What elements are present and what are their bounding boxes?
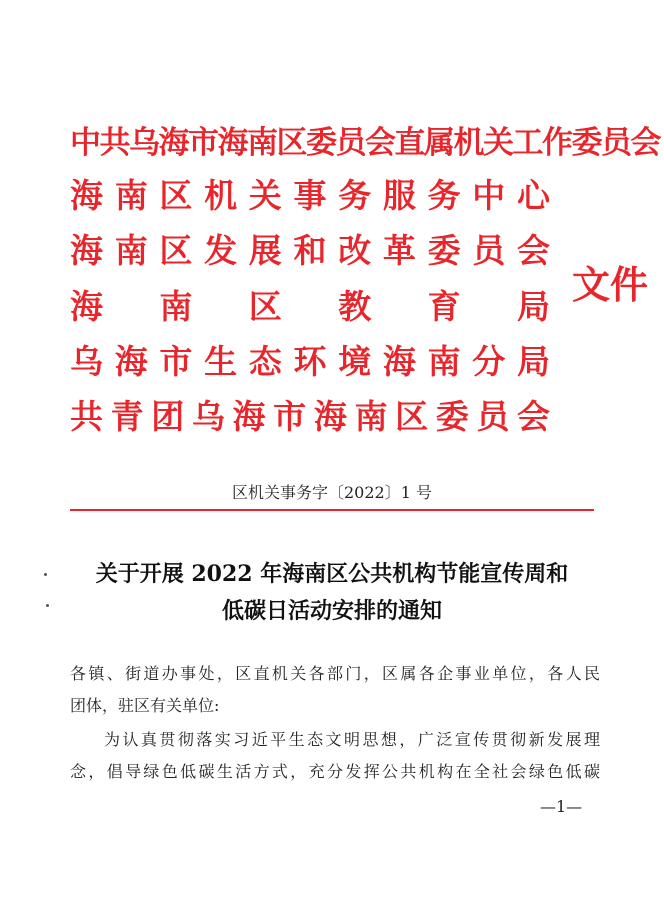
page-number: —1— bbox=[540, 797, 583, 816]
issuer-line-3: 海南区发展和改革委员会 bbox=[70, 231, 550, 270]
issuer-line-1: 中共乌海市海南区委员会直属机关工作委员会 bbox=[70, 125, 660, 161]
red-divider-line bbox=[70, 509, 594, 511]
notice-title-line-2: 低碳日活动安排的通知 bbox=[221, 598, 442, 624]
recipients-line-1: 各镇、街道办事处，区直机关各部门，区属各企事业单位，各人民 bbox=[70, 664, 600, 683]
document-suffix: 文件 bbox=[572, 262, 649, 307]
paragraph-1-line-2: 念，倡导绿色低碳生活方式，充分发挥公共机构在全社会绿色低碳 bbox=[70, 762, 600, 781]
issuer-line-5: 乌海市生态环境海南分局 bbox=[70, 342, 550, 381]
paragraph-1-line-1: 为认真贯彻落实习近平生态文明思想，广泛宣传贯彻新发展理 bbox=[104, 730, 600, 749]
issuer-line-6: 共青团乌海市海南区委员会 bbox=[70, 397, 550, 436]
issuer-line-2: 海南区机关事务服务中心 bbox=[70, 176, 550, 215]
issuer-line-4: 海南区教育局 bbox=[70, 287, 550, 326]
recipients-line-2: 团体，驻区有关单位: bbox=[70, 696, 220, 715]
notice-title-line-1: 关于开展 2022 年海南区公共机构节能宣传周和 bbox=[95, 561, 569, 587]
document-number: 区机关事务字〔2022〕1 号 bbox=[232, 483, 432, 502]
